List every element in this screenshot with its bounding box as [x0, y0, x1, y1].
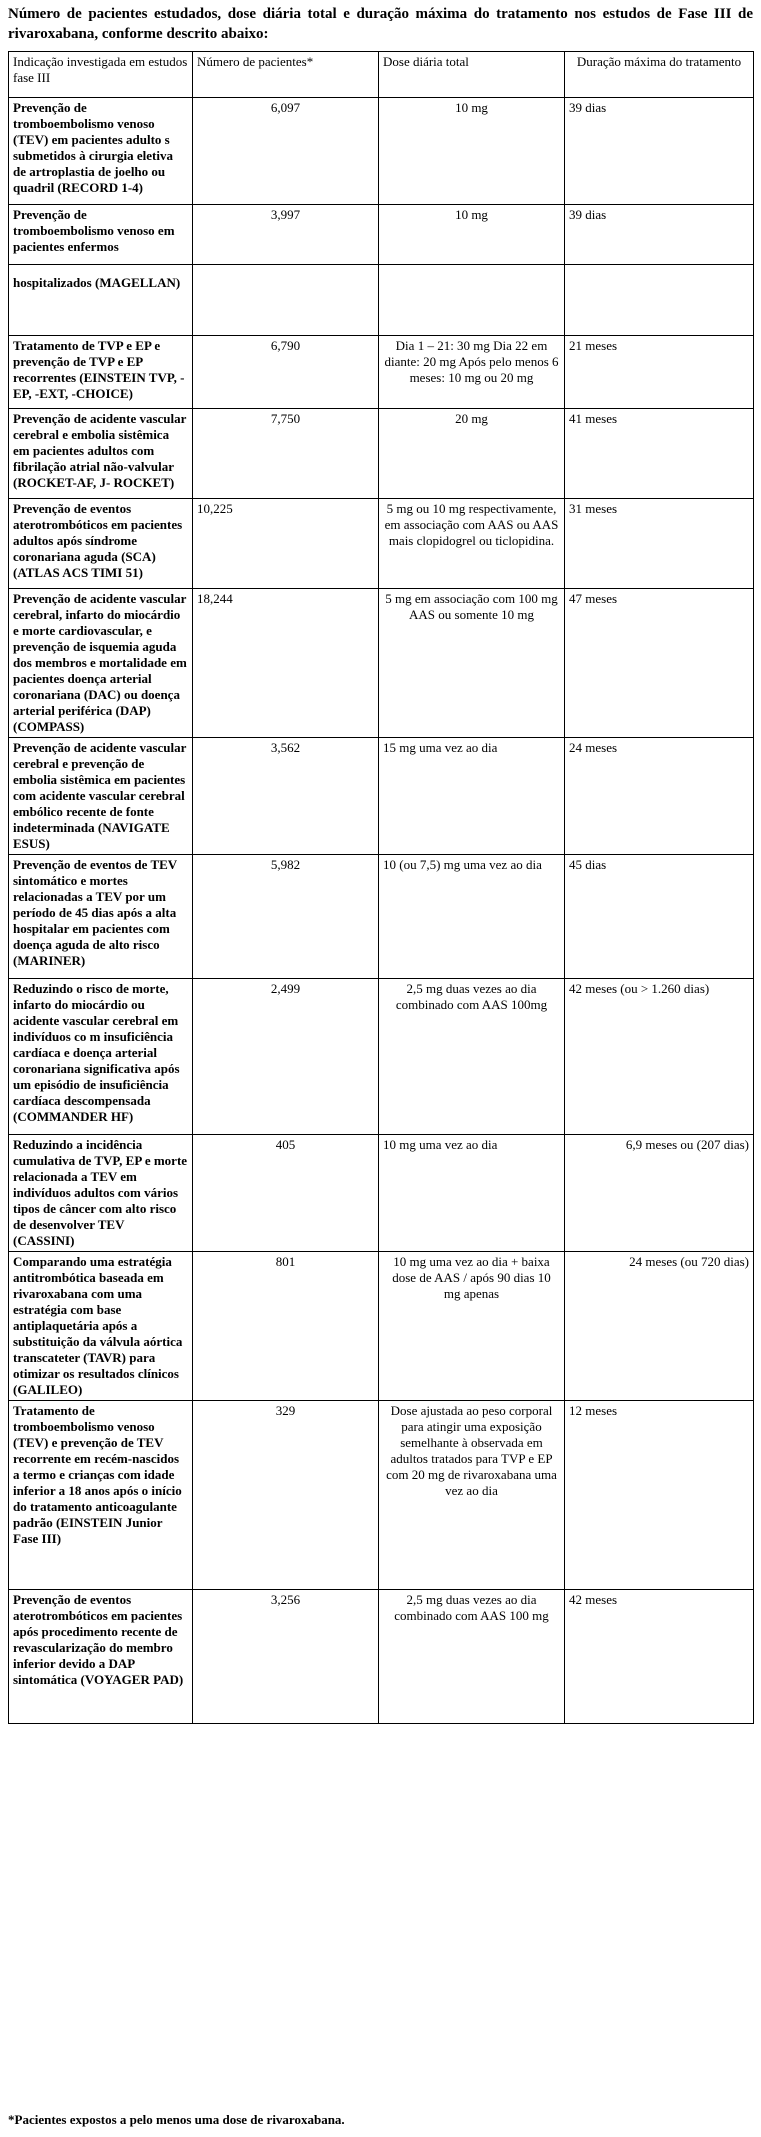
- table-row: [9, 855, 754, 979]
- indication-cell: Tratamento de tromboembolismo venoso (TEV) e prevenção de TEV recorrente em recém-nascidos a termo e crianças com idade inferior a 18 anos após o início do tratamento anticoagulante padrão (EINSTEIN Junior Fase III): [9, 1401, 193, 1590]
- header-duration: Duração máxima do tratamento: [565, 52, 754, 98]
- patients-cell: 18,244: [193, 589, 379, 738]
- table-row: [9, 1252, 754, 1401]
- patients-cell: 2,499: [193, 979, 379, 1135]
- intro-paragraph: Número de pacientes estudados, dose diária total e duração máxima do tratamento nos estudos de Fase III de rivaroxabana, conforme descrito abaixo:: [8, 6, 753, 42]
- duration-cell: 21 meses: [565, 336, 754, 409]
- patients-cell: 3,256: [193, 1590, 379, 1724]
- indication-cell: Reduzindo a incidência cumulativa de TVP, EP e morte relacionada a TEV em indivíduos adultos com vários tipos de câncer com alto risco de desenvolver TEV (CASSINI): [9, 1135, 193, 1252]
- patients-cell: 6,790: [193, 336, 379, 409]
- dose-cell: Dia 1 – 21: 30 mg Dia 22 em diante: 20 mg Após pelo menos 6 meses: 10 mg ou 20 mg: [379, 336, 565, 409]
- indication-cell: Prevenção de tromboembolismo venoso em pacientes enfermos: [9, 205, 193, 265]
- duration-cell: 6,9 meses ou (207 dias): [565, 1135, 754, 1252]
- dose-cell: 10 mg: [379, 98, 565, 205]
- header-dose: Dose diária total: [379, 52, 565, 98]
- duration-cell: 41 meses: [565, 409, 754, 499]
- indication-cell: Prevenção de acidente vascular cerebral e prevenção de embolia sistêmica em pacientes com acidente vascular cerebral embólico recente de fonte indeterminada (NAVIGATE ESUS): [9, 738, 193, 855]
- duration-cell: 45 dias: [565, 855, 754, 979]
- dose-cell: 10 (ou 7,5) mg uma vez ao dia: [379, 855, 565, 979]
- duration-cell: 42 meses: [565, 1590, 754, 1724]
- dose-cell: 15 mg uma vez ao dia: [379, 738, 565, 855]
- indication-cell: Prevenção de eventos aterotrombóticos em pacientes após procedimento recente de revascularização do membro inferior devido a DAP sintomática (VOYAGER PAD): [9, 1590, 193, 1724]
- duration-cell: 42 meses (ou > 1.260 dias): [565, 979, 754, 1135]
- table-row: [9, 1135, 754, 1252]
- table-row: [9, 98, 754, 205]
- dose-cell: 5 mg ou 10 mg respectivamente, em associação com AAS ou AAS mais clopidogrel ou ticlopidina.: [379, 499, 565, 589]
- patients-cell: 7,750: [193, 409, 379, 499]
- duration-cell: 24 meses: [565, 738, 754, 855]
- dose-cell: 10 mg: [379, 205, 565, 265]
- indication-cell: Prevenção de acidente vascular cerebral e embolia sistêmica em pacientes adultos com fibrilação atrial não-valvular (ROCKET-AF, J- ROCKET): [9, 409, 193, 499]
- patients-cell: 10,225: [193, 499, 379, 589]
- patients-cell: 405: [193, 1135, 379, 1252]
- duration-cell: 24 meses (ou 720 dias): [565, 1252, 754, 1401]
- duration-cell: 31 meses: [565, 499, 754, 589]
- indication-cell: Prevenção de eventos aterotrombóticos em pacientes adultos após síndrome coronariana aguda (SCA) (ATLAS ACS TIMI 51): [9, 499, 193, 589]
- indication-cell: Reduzindo o risco de morte, infarto do miocárdio ou acidente vascular cerebral em indivíduos co m insuficiência cardíaca e doença arterial coronariana significativa após um episódio de insuficiência cardíaca descompensada (COMMANDER HF): [9, 979, 193, 1135]
- indication-cell: Prevenção de eventos de TEV sintomático e mortes relacionadas a TEV por um período de 45 dias após a alta hospitalar em pacientes com doença aguda de alto risco (MARINER): [9, 855, 193, 979]
- patients-cell: [193, 265, 379, 336]
- indication-cell: hospitalizados (MAGELLAN): [9, 265, 193, 336]
- duration-cell: 39 dias: [565, 98, 754, 205]
- dose-cell: 10 mg uma vez ao dia: [379, 1135, 565, 1252]
- dose-cell: 20 mg: [379, 409, 565, 499]
- phase3-studies-table: [8, 51, 754, 1724]
- table-row: [9, 1401, 754, 1590]
- patients-cell: 5,982: [193, 855, 379, 979]
- dose-cell: Dose ajustada ao peso corporal para atingir uma exposição semelhante à observada em adultos tratados para TVP e EP com 20 mg de rivaroxabana uma vez ao dia: [379, 1401, 565, 1590]
- table-row: [9, 205, 754, 265]
- dose-cell: [379, 265, 565, 336]
- duration-cell: [565, 265, 754, 336]
- dose-cell: 2,5 mg duas vezes ao dia combinado com AAS 100 mg: [379, 1590, 565, 1724]
- table-row: [9, 499, 754, 589]
- table-row: [9, 589, 754, 738]
- indication-cell: Prevenção de tromboembolismo venoso (TEV) em pacientes adulto s submetidos à cirurgia eletiva de artroplastia de joelho ou quadril (RECORD 1-4): [9, 98, 193, 205]
- table-header-row: [9, 52, 754, 98]
- dose-cell: 5 mg em associação com 100 mg AAS ou somente 10 mg: [379, 589, 565, 738]
- duration-cell: 12 meses: [565, 1401, 754, 1590]
- table-row: [9, 738, 754, 855]
- dose-cell: 10 mg uma vez ao dia + baixa dose de AAS / após 90 dias 10 mg apenas: [379, 1252, 565, 1401]
- patients-cell: 801: [193, 1252, 379, 1401]
- patients-cell: 3,562: [193, 738, 379, 855]
- header-indication: Indicação investigada em estudos fase III: [9, 52, 193, 98]
- patients-cell: 3,997: [193, 205, 379, 265]
- duration-cell: 39 dias: [565, 205, 754, 265]
- patients-cell: 329: [193, 1401, 379, 1590]
- duration-cell: 47 meses: [565, 589, 754, 738]
- patients-cell: 6,097: [193, 98, 379, 205]
- header-patients: Número de pacientes*: [193, 52, 379, 98]
- indication-cell: Tratamento de TVP e EP e prevenção de TVP e EP recorrentes (EINSTEIN TVP, -EP, -EXT, -CHOICE): [9, 336, 193, 409]
- indication-cell: Prevenção de acidente vascular cerebral, infarto do miocárdio e morte cardiovascular, e prevenção de isquemia aguda dos membros e mortalidade em pacientes doença arterial coronariana (DAC) ou doença arterial periférica (DAP) (COMPASS): [9, 589, 193, 738]
- dose-cell: 2,5 mg duas vezes ao dia combinado com AAS 100mg: [379, 979, 565, 1135]
- table-row: [9, 336, 754, 409]
- table-row: [9, 979, 754, 1135]
- table-row: [9, 409, 754, 499]
- table-row: [9, 265, 754, 336]
- indication-cell: Comparando uma estratégia antitrombótica baseada em rivaroxabana com uma estratégia com base antiplaquetária após a substituição da válvula aórtica transcateter (TAVR) para otimizar os resultados clínicos (GALILEO): [9, 1252, 193, 1401]
- table-row: [9, 1590, 754, 1724]
- footnote: *Pacientes expostos a pelo menos uma dose de rivaroxabana.: [8, 2112, 345, 2127]
